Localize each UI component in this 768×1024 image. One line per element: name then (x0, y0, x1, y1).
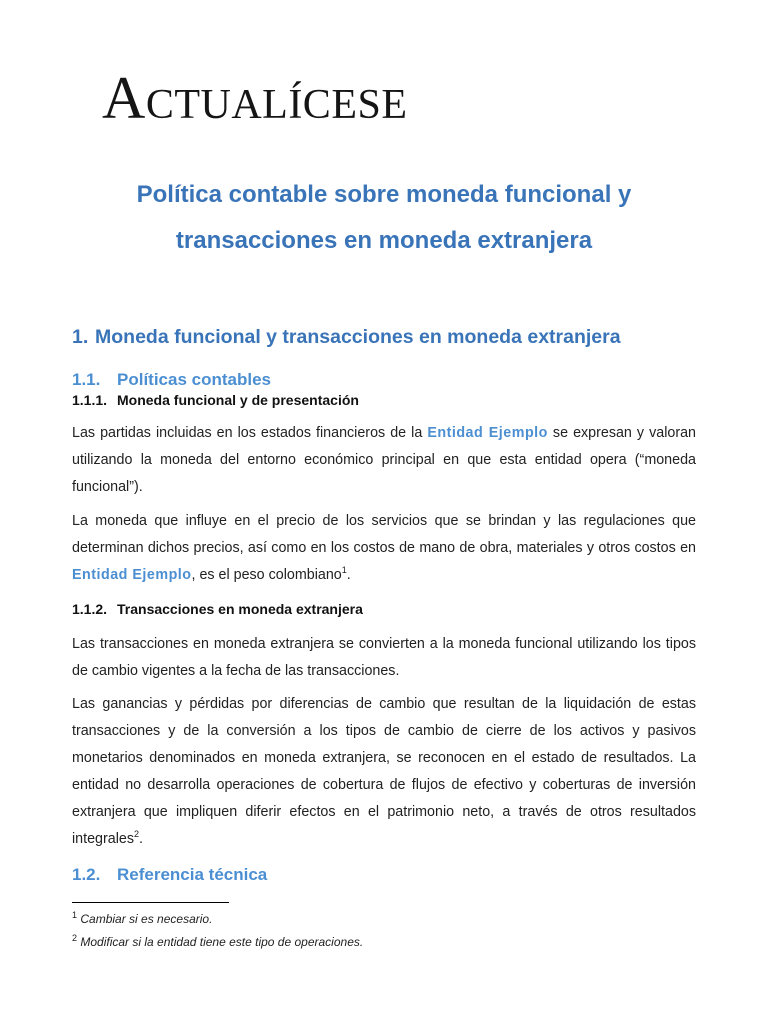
paragraph-2 (72, 508, 696, 589)
actualicese-logo (102, 58, 408, 138)
paragraph-2-period: . (346, 567, 351, 583)
section-1-1-1-heading (72, 391, 359, 409)
paragraph-4 (72, 691, 696, 853)
entity-name: Entidad Ejemplo (427, 425, 548, 441)
section-1-1-heading (72, 369, 271, 391)
paragraph-2-start: La moneda que influye en el precio de los servicios que se brindan y las regulaciones que determinan dichos precios, así como en los costos de mano de obra, materiales y otros costos en (72, 513, 696, 556)
section-1-1-1-number: 1.1.1. (72, 392, 108, 408)
footnote-1-text: Cambiar si es necesario. (80, 912, 213, 926)
logo-text: Actualícese (102, 65, 408, 131)
paragraph-4-text: Las ganancias y pérdidas por diferencias de cambio que resultan de la liquidación de estas transacciones y de la conversión a los tipos de cambio de cierre de los activos y pasivos monetarios denominados en moneda extranjera, se reconocen en el estado de resultados. La entidad no desarrolla operaciones de cobertura de flujos de efectivo y coberturas de inversión extranjera que impliquen diferir efectos en el patrimonio neto, a través de otros resultados integrales (72, 696, 696, 847)
document-title: Política contable sobre moneda funcional y transacciones en moneda extranjera (136, 181, 632, 254)
footnote-2 (72, 934, 363, 950)
section-1-text: Moneda funcional y transacciones en moneda extranjera (95, 326, 621, 348)
section-1-1-2-text: Transacciones en moneda extranjera (117, 601, 363, 617)
paragraph-4-period: . (139, 831, 143, 847)
footnote-2-mark: 2 (72, 933, 78, 943)
section-1-1-2-heading (72, 600, 363, 618)
section-1-1-1-text: Moneda funcional y de presentación (117, 392, 359, 408)
paragraph-2-middle: , es el peso colombiano (191, 567, 342, 583)
paragraph-1 (72, 420, 696, 501)
paragraph-1-end: se expresan y valoran utilizando la moneda del entorno económico principal en que esta entidad opera (“moneda funcional”). (72, 425, 696, 495)
paragraph-1-start: Las partidas incluidas en los estados financieros de la (72, 425, 428, 441)
section-1-number: 1. (72, 326, 89, 348)
footnote-ref-1[interactable]: 1 (341, 565, 347, 576)
section-1-2-text: Referencia técnica (117, 865, 268, 884)
footnote-1-mark: 1 (72, 910, 78, 920)
section-1-1-2-number: 1.1.2. (72, 601, 108, 617)
footnote-divider (72, 902, 229, 903)
paragraph-3: Las transacciones en moneda extranjera se convierten a la moneda funcional utilizando los tipos de cambio vigentes a la fecha de las transacciones. (72, 636, 696, 679)
section-1-1-number: 1.1. (72, 370, 101, 389)
section-1-heading (72, 324, 621, 350)
section-1-2-number: 1.2. (72, 865, 101, 884)
entity-name: Entidad Ejemplo (72, 567, 192, 583)
section-1-1-text: Políticas contables (117, 370, 271, 389)
footnote-2-text: Modificar si la entidad tiene este tipo de operaciones. (80, 935, 364, 949)
section-1-2-heading (72, 864, 267, 886)
footnote-1 (72, 911, 212, 927)
footnote-ref-2[interactable]: 2 (134, 829, 140, 840)
